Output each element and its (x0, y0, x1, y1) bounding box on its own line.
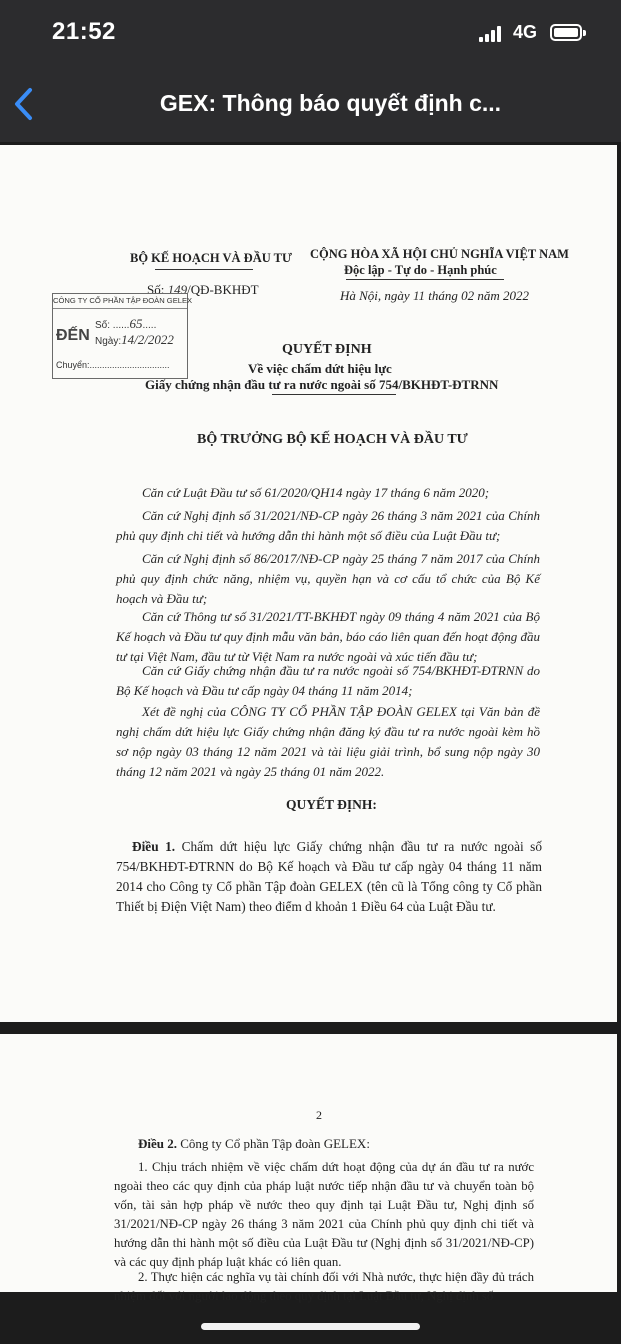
document-number: Số: 149/QĐ-BKHĐT (147, 282, 259, 297)
chevron-left-icon (10, 84, 40, 124)
article-2-heading: Điều 2. Công ty Cổ phần Tập đoàn GELEX: (138, 1136, 370, 1151)
place-date: Hà Nội, ngày 11 tháng 02 năm 2022 (340, 288, 530, 303)
status-time: 21:52 (52, 18, 116, 45)
decision-title: QUYẾT ĐỊNH (282, 342, 372, 357)
motto: Độc lập - Tự do - Hạnh phúc (344, 263, 497, 277)
document-page-1[interactable] (0, 145, 617, 1022)
stamp-company: CÔNG TY CỔ PHẦN TẬP ĐOÀN GELEX (53, 296, 187, 309)
article-1: Điều 1. Chấm dứt hiệu lực Giấy chứng nhận đầu tư ra nước ngoài số 754/BKHĐT-ĐTRNN do Bộ Kế hoạch và Đầu tư cấp ngày 04 tháng 11 năm 2014 cho Công ty Cổ phần Tập đoàn GELEX (tên cũ là Tổng công ty Cổ phần Thiết bị Điện Việt Nam) theo điểm d khoản 1 Điều 64 của Luật Đầu tư. (116, 839, 542, 914)
home-indicator[interactable] (201, 1323, 420, 1330)
stamp-number: Số: ......65..... (95, 316, 157, 331)
nav-bar (0, 66, 621, 142)
stamp-den: ĐẾN (56, 327, 90, 344)
document-page-2[interactable] (0, 1034, 617, 1303)
republic-header: CỘNG HÒA XÃ HỘI CHỦ NGHĨA VIỆT NAM (310, 247, 569, 261)
battery-icon (550, 24, 582, 41)
minister-heading: BỘ TRƯỞNG BỘ KẾ HOẠCH VÀ ĐẦU TƯ (197, 432, 468, 447)
article-2-item-1: 1. Chịu trách nhiệm về việc chấm dứt hoạt động của dự án đầu tư ra nước ngoài theo các quy định của pháp luật nước tiếp nhận đầu tư và chuyển toàn bộ vốn, tài sản hợp pháp về nước theo quy định tại Luật Đầu tư, Nghị định số 31/2021/NĐ-CP ngày 26 tháng 3 năm 2021 của Chính phủ quy định chi tiết và hướng dẫn thi hành một số điều của Luật Đầu tư (Nghị định số 31/2021/NĐ-CP) và các quy định pháp luật khác có liên quan. (114, 1160, 534, 1269)
page-number: 2 (316, 1108, 322, 1122)
recital-3: Căn cứ Nghị định số 86/2017/NĐ-CP ngày 25 tháng 7 năm 2017 của Chính phủ quy định chức năng, nhiệm vụ, quyền hạn và cơ cấu tổ chức của Bộ Kế hoạch và Đầu tư; (116, 551, 540, 606)
nav-title: GEX: Thông báo quyết định c... (159, 90, 502, 116)
signal-icon (479, 26, 505, 42)
recital-5: Căn cứ Giấy chứng nhận đầu tư ra nước ngoài số 754/BKHĐT-ĐTRNN do Bộ Kế hoạch và Đầu tư cấp ngày 04 tháng 11 năm 2014; (116, 663, 540, 698)
subject-underline (272, 394, 396, 395)
stamp-transfer: Chuyển:................................ (56, 360, 170, 370)
status-bar (0, 0, 621, 66)
stamp-date: Ngày:14/2/2022 (95, 332, 174, 347)
subject-line-2: Giấy chứng nhận đầu tư ra nước ngoài số 754/BKHĐT-ĐTRNN (145, 377, 499, 392)
ministry-header: BỘ KẾ HOẠCH VÀ ĐẦU TƯ (130, 251, 292, 265)
decides-heading: QUYẾT ĐỊNH: (286, 797, 377, 812)
article-2-item-2: 2. Thực hiện các nghĩa vụ tài chính đối với Nhà nước, thực hiện đầy đủ trách nhiệm đối với người lao động theo quy định tại Luật Đầu tư, Nghị định số (114, 1270, 534, 1303)
back-button[interactable] (10, 84, 40, 124)
header-underline (155, 269, 253, 270)
recital-2: Căn cứ Nghị định số 31/2021/NĐ-CP ngày 26 tháng 3 năm 2021 của Chính phủ quy định chi tiết và hướng dẫn thi hành một số điều của Luật Đầu tư; (116, 508, 540, 543)
recital-6: Xét đề nghị của CÔNG TY CỔ PHẦN TẬP ĐOÀN GELEX tại Văn bản đề nghị chấm dứt hiệu lực Giấy chứng nhận đăng ký đầu tư ra nước ngoài kèm hồ sơ nộp ngày 03 tháng 12 năm 2021 và tài liệu giải trình, bổ sung nộp ngày 30 tháng 12 năm 2021 và ngày 25 tháng 01 năm 2022. (116, 704, 540, 779)
recital-1: Căn cứ Luật Đầu tư số 61/2020/QH14 ngày 17 tháng 6 năm 2020; (142, 485, 490, 500)
motto-underline (346, 279, 504, 280)
received-stamp (52, 293, 193, 379)
subject-line-1: Về việc chấm dứt hiệu lực (248, 361, 392, 376)
network-label: 4G (513, 22, 538, 42)
recital-4: Căn cứ Thông tư số 31/2021/TT-BKHĐT ngày 09 tháng 4 năm 2021 của Bộ Kế hoạch và Đầu tư quy định mẫu văn bản, báo cáo liên quan đến hoạt động đầu tư tại Việt Nam, đầu tư từ Việt Nam ra nước ngoài và xúc tiến đầu tư; (116, 609, 540, 664)
